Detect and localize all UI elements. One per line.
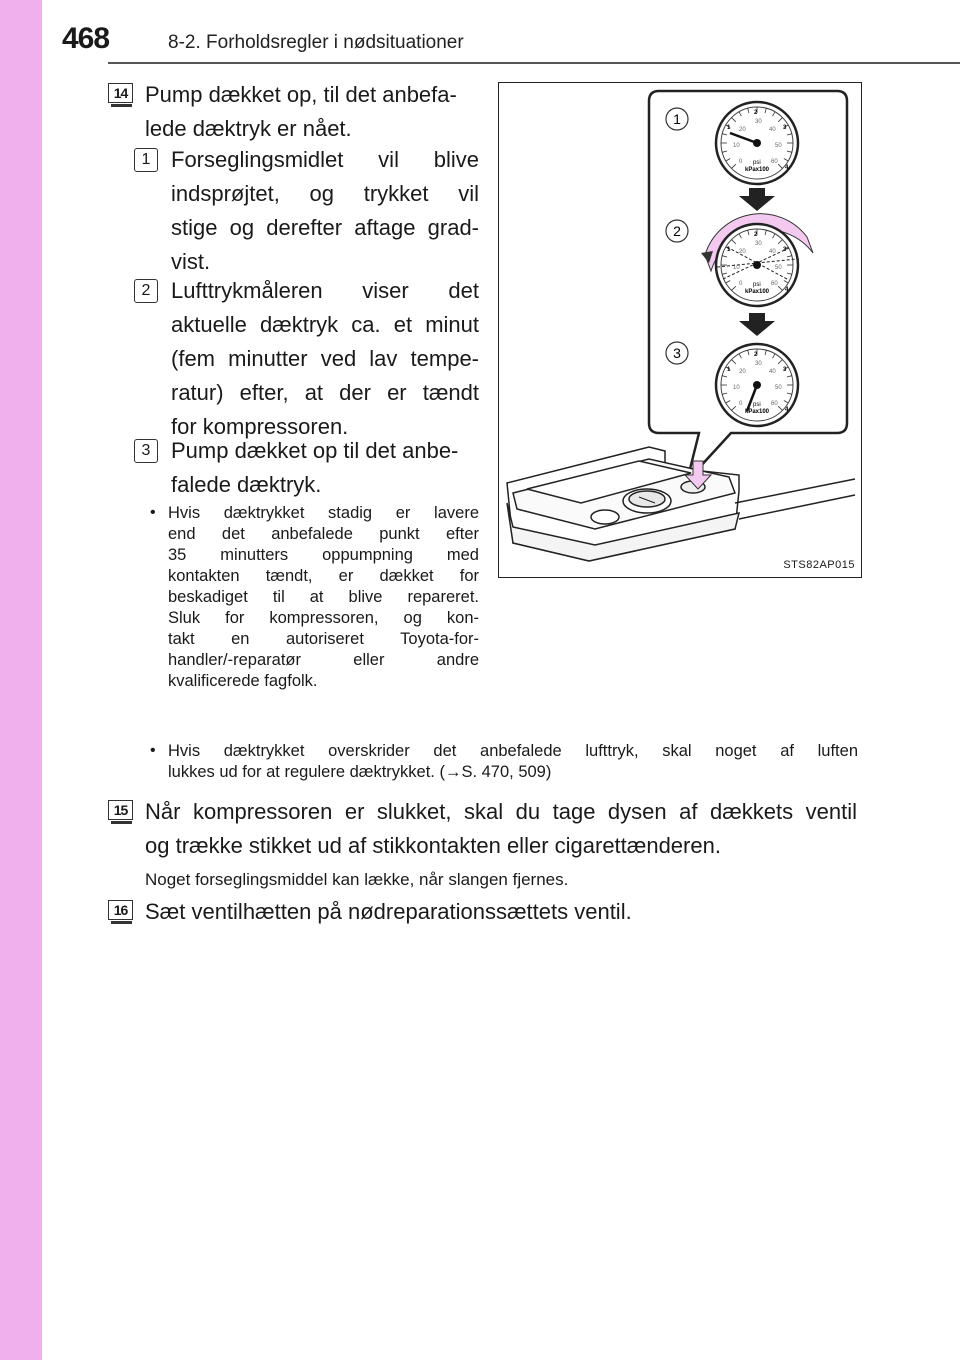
callout-2 [666, 220, 688, 242]
substep-2-line-5: for kompressoren. [171, 414, 349, 439]
substep-1-text [171, 143, 479, 279]
step-15-badge: 15 [108, 800, 133, 820]
substep-1-line-3: stige og derefter aftage grad- [171, 215, 479, 240]
bullet-1-line-7: takt en autoriseret Toyota-for- [168, 630, 479, 648]
svg-text:3: 3 [673, 345, 681, 361]
bullet-1-line-2: end det anbefalede punkt efter [168, 525, 479, 543]
substep-2-text [171, 274, 479, 444]
bullet-2-mark: • [150, 742, 156, 759]
bullet-1-line-4: kontakten tændt, er dækket for [168, 567, 479, 585]
substep-1-badge: 1 [134, 148, 158, 172]
substep-3-line-1: Pump dækket op til det anbe- [171, 438, 459, 463]
bullet-1-mark: • [150, 504, 156, 521]
step-15-text [145, 795, 857, 863]
substep-1-line-2: indsprøjtet, og trykket vil [171, 181, 479, 206]
step-15-line-1: Når kompressoren er slukket, skal du tage dysen af dækkets ventil [145, 799, 857, 824]
substep-2-line-4: ratur) efter, at der er tændt [171, 380, 479, 405]
step-16-badge: 16 [108, 900, 133, 920]
bullet-1-line-6: Sluk for kompressoren, og kon- [168, 609, 479, 627]
callout-1 [666, 108, 688, 130]
substep-2-line-2: aktuelle dæktryk ca. et minut [171, 312, 479, 337]
step-14-badge: 14 [108, 83, 133, 103]
step-14-line-2: lede dæktryk er nået. [145, 116, 352, 141]
substep-2-line-3: (fem minutter ved lav tempe- [171, 346, 479, 371]
substep-2-line-1: Lufttrykmåleren viser det [171, 278, 479, 303]
substep-3-text [171, 434, 479, 502]
bullet-2-line-1: Hvis dæktrykket overskrider det anbefalede lufttryk, skal noget af luften [168, 742, 858, 760]
compressor-gauge-illustration [469, 50, 862, 578]
bullet-1-line-1: Hvis dæktrykket stadig er lavere [168, 504, 479, 522]
step-16-line-1: Sæt ventilhætten på nødreparationssættets ventil. [145, 899, 632, 924]
substep-3-line-2: falede dæktryk. [171, 472, 322, 497]
svg-text:2: 2 [673, 223, 681, 239]
bullet-1-line-9: kvalificerede fagfolk. [168, 672, 318, 690]
step-15-note: Noget forseglingsmiddel kan lække, når slangen fjernes. [145, 870, 569, 889]
step-16-text [145, 895, 857, 929]
illustration-drawing: 20 40 10 50 0 60 2 1 3 4 psi kPax100 1 2 3 [499, 83, 860, 576]
section-title: 8-2. Forholdsregler i nødsituationer [168, 32, 464, 53]
figure-code: STS82AP015 [783, 559, 855, 571]
substep-1-line-4: vist. [171, 249, 211, 274]
substep-3-badge: 3 [134, 439, 158, 463]
bullet-1-line-5: beskadiget til at blive repareret. [168, 588, 479, 606]
step-15-line-2: og trække stikket ud af stikkontakten eller cigarettænderen. [145, 833, 721, 858]
page-number: 468 [62, 22, 110, 55]
header-rule [108, 62, 960, 64]
gauge-1 [716, 102, 798, 184]
substep-1-line-1: Forseglingsmidlet vil blive [171, 147, 479, 172]
bullet-1-text [168, 503, 479, 692]
svg-text:1: 1 [673, 111, 681, 127]
step-14-text [145, 78, 480, 146]
callout-3 [666, 342, 688, 364]
gauge-3 [716, 344, 798, 426]
compressor-unit [507, 447, 855, 561]
substep-2-badge: 2 [134, 279, 158, 303]
bullet-2-text [168, 741, 858, 783]
bullet-2-line-2: lukkes ud for at regulere dæktrykket. (→S. 470, 509) [168, 763, 552, 781]
bullet-1-line-8: handler/-reparatør eller andre [168, 651, 479, 669]
bullet-1-line-3: 35 minutters oppumpning med [168, 546, 479, 564]
step-14-line-1: Pump dækket op, til det anbefa- [145, 82, 457, 107]
chapter-tab-sidebar [0, 0, 42, 1360]
